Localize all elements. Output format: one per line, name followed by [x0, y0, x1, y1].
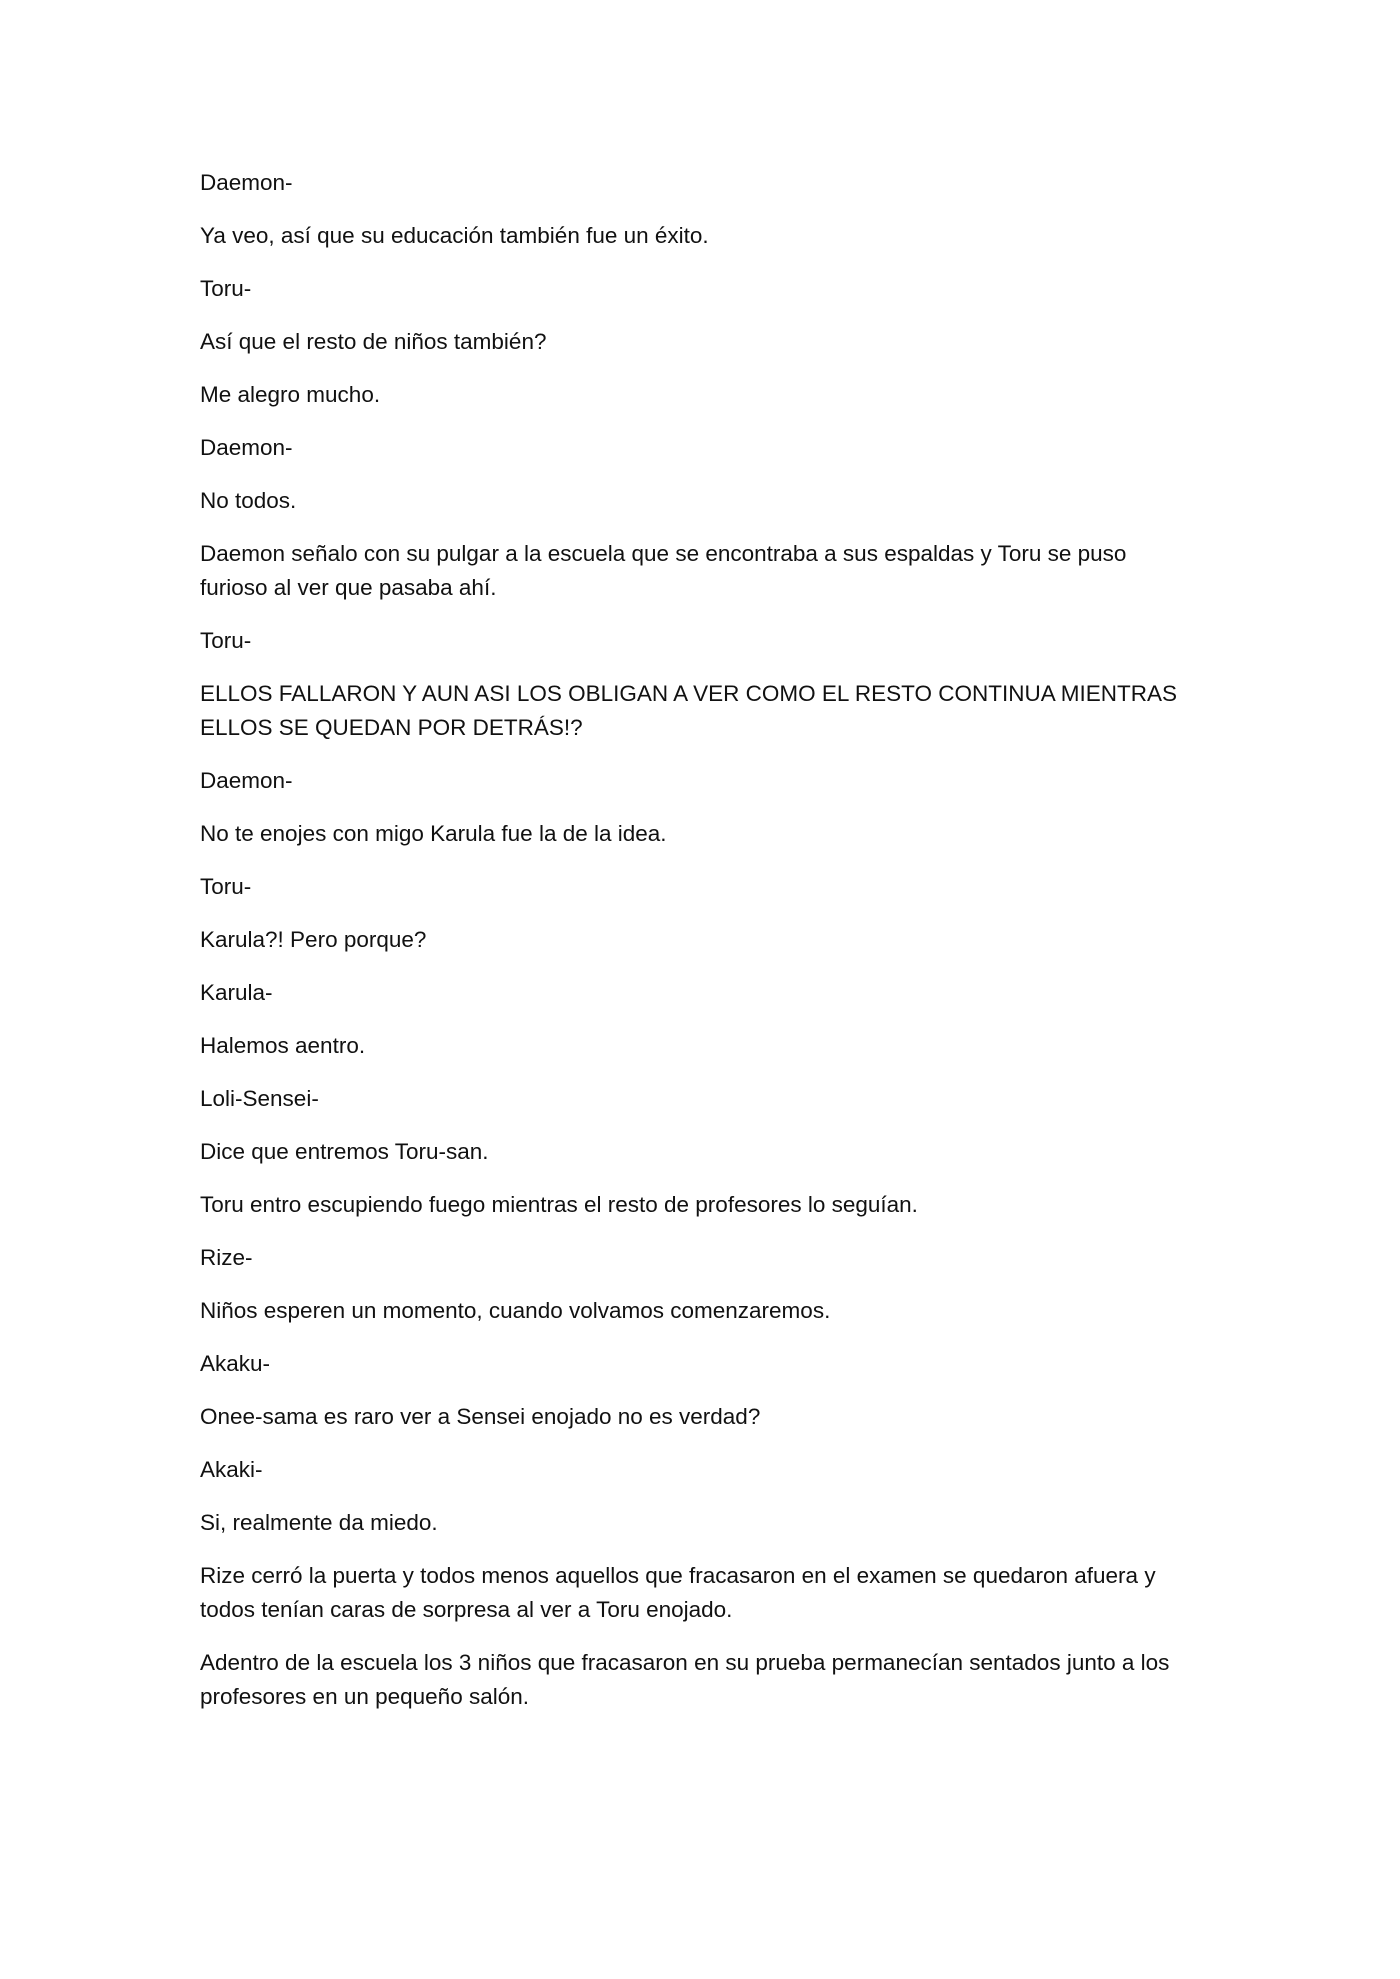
- dialogue-line: Si, realmente da miedo.: [200, 1510, 438, 1535]
- speaker-label: Rize-: [200, 1245, 253, 1270]
- dialogue-line: No todos.: [200, 488, 297, 513]
- document-body: [200, 166, 1200, 1733]
- speaker-label: Daemon-: [200, 170, 293, 195]
- dialogue-line: Onee-sama es raro ver a Sensei enojado no es verdad?: [200, 1404, 761, 1429]
- speaker-label: Daemon-: [200, 768, 293, 793]
- narration-paragraph: Daemon señalo con su pulgar a la escuela que se encontraba a sus espaldas y Toru se puso furioso al ver que pasaba ahí.: [200, 541, 1127, 600]
- speaker-label: Toru-: [200, 874, 252, 899]
- dialogue-line: Ya veo, así que su educación también fue un éxito.: [200, 223, 709, 248]
- dialogue-line: Karula?! Pero porque?: [200, 927, 427, 952]
- narration-paragraph: Toru entro escupiendo fuego mientras el resto de profesores lo seguían.: [200, 1192, 918, 1217]
- speaker-label: Akaku-: [200, 1351, 271, 1376]
- speaker-label: Toru-: [200, 276, 252, 301]
- speaker-label: Karula-: [200, 980, 273, 1005]
- speaker-label: Loli-Sensei-: [200, 1086, 319, 1111]
- speaker-label: Akaki-: [200, 1457, 263, 1482]
- narration-paragraph: Rize cerró la puerta y todos menos aquellos que fracasaron en el examen se quedaron afuera y todos tenían caras de sorpresa al ver a Toru enojado.: [200, 1563, 1156, 1622]
- narration-paragraph: Adentro de la escuela los 3 niños que fracasaron en su prueba permanecían sentados junto a los profesores en un pequeño salón.: [200, 1650, 1170, 1709]
- dialogue-line: Halemos aentro.: [200, 1033, 366, 1058]
- dialogue-line: Así que el resto de niños también?: [200, 329, 547, 354]
- dialogue-line: Me alegro mucho.: [200, 382, 381, 407]
- speaker-label: Daemon-: [200, 435, 293, 460]
- speaker-label: Toru-: [200, 628, 252, 653]
- dialogue-line: Niños esperen un momento, cuando volvamos comenzaremos.: [200, 1298, 831, 1323]
- dialogue-line: ELLOS FALLARON Y AUN ASI LOS OBLIGAN A VER COMO EL RESTO CONTINUA MIENTRAS ELLOS SE QUEDAN POR DETRÁS!?: [200, 681, 1177, 740]
- dialogue-line: No te enojes con migo Karula fue la de la idea.: [200, 821, 667, 846]
- dialogue-line: Dice que entremos Toru-san.: [200, 1139, 489, 1164]
